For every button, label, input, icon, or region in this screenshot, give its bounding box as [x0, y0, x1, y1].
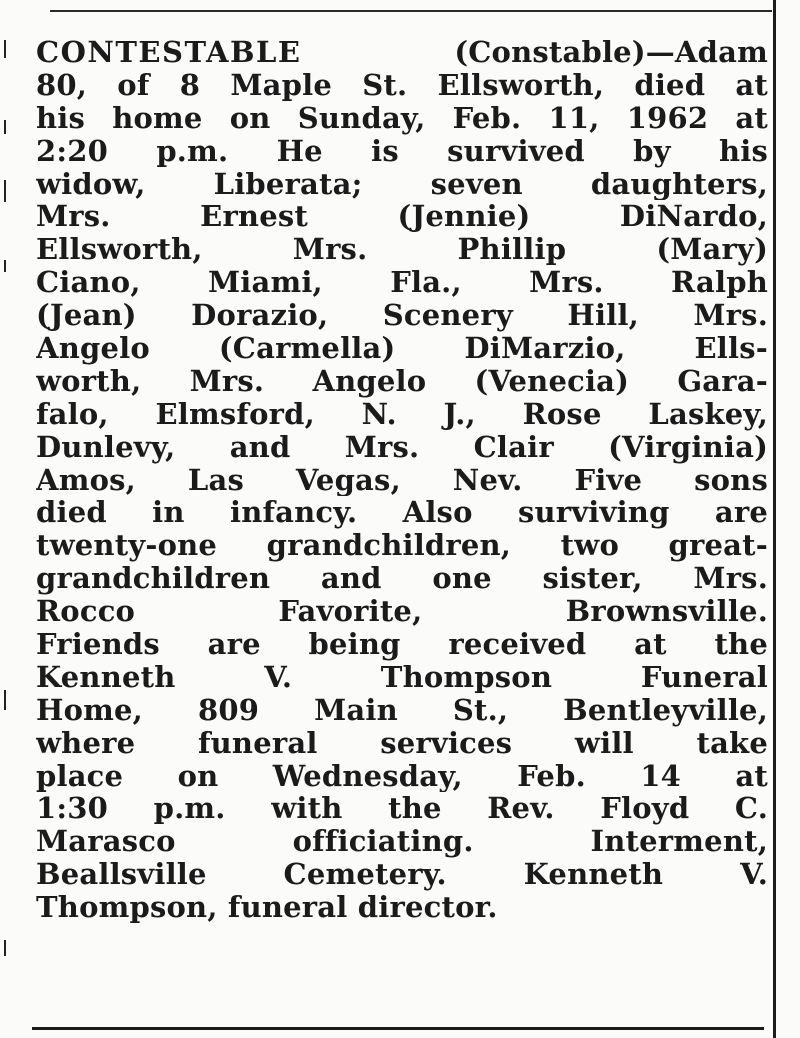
left-edge-mark — [4, 120, 6, 134]
obituary-line: Marasco officiating. Interment, — [36, 825, 768, 859]
obituary-line: his home on Sunday, Feb. 11, 1962 at — [36, 101, 768, 135]
obituary-line: died in infancy. Also surviving are — [36, 496, 768, 530]
obituary-line: 80, of 8 Maple St. Ellsworth, died at — [36, 68, 768, 102]
obituary-line: Ellsworth, Mrs. Phillip (Mary) — [36, 233, 768, 267]
left-edge-mark — [4, 260, 6, 272]
obituary-line: Beallsville Cemetery. Kenneth V. — [36, 858, 768, 892]
obituary-line: Dunlevy, and Mrs. Clair (Virginia) — [36, 430, 768, 464]
obituary-line: Friends are being received at the — [36, 628, 768, 661]
bottom-rule — [32, 1027, 764, 1030]
obituary-line: Ciano, Miami, Fla., Mrs. Ralph — [36, 266, 768, 300]
obituary-line: (Jean) Dorazio, Scenery Hill, Mrs. — [36, 299, 768, 333]
obituary-line: worth, Mrs. Angelo (Venecia) Gara- — [36, 364, 768, 398]
obituary-line: place on Wednesday, Feb. 14 at — [36, 759, 768, 793]
left-edge-mark — [4, 180, 6, 202]
left-edge-mark — [4, 40, 6, 58]
left-edge-mark — [4, 940, 6, 956]
obituary-line: falo, Elmsford, N. J., Rose Laskey, — [36, 397, 768, 431]
obituary-line: Home, 809 Main St., Bentleyville, — [36, 693, 768, 727]
obituary-line: 2:20 p.m. He is survived by his — [36, 134, 768, 168]
obituary-line: where funeral services will take — [36, 726, 768, 760]
obituary-line: widow, Liberata; seven daughters, — [36, 167, 768, 201]
obituary-text — [36, 36, 768, 924]
obituary-line: 1:30 p.m. with the Rev. Floyd C. — [36, 792, 768, 826]
left-edge-mark — [4, 690, 6, 710]
obituary-line: grandchildren and one sister, Mrs. — [36, 562, 768, 596]
obituary-line: Thompson, funeral director. — [36, 890, 498, 925]
obituary-line: Mrs. Ernest (Jennie) DiNardo, — [36, 200, 768, 234]
obituary-line: CONTESTABLE (Constable)—Adam — [36, 36, 768, 69]
obituary-line: Kenneth V. Thompson Funeral — [36, 660, 768, 694]
obituary-line: Rocco Favorite, Brownsville. — [36, 595, 768, 629]
obituary-surname: CONTESTABLE — [36, 36, 302, 69]
right-column-rule — [773, 0, 776, 1038]
obituary-line: twenty-one grandchildren, two great- — [36, 529, 768, 563]
obituary-line: Amos, Las Vegas, Nev. Five sons — [36, 463, 768, 497]
obituary-line: Angelo (Carmella) DiMarzio, Ells- — [36, 332, 768, 365]
top-rule — [50, 10, 772, 12]
